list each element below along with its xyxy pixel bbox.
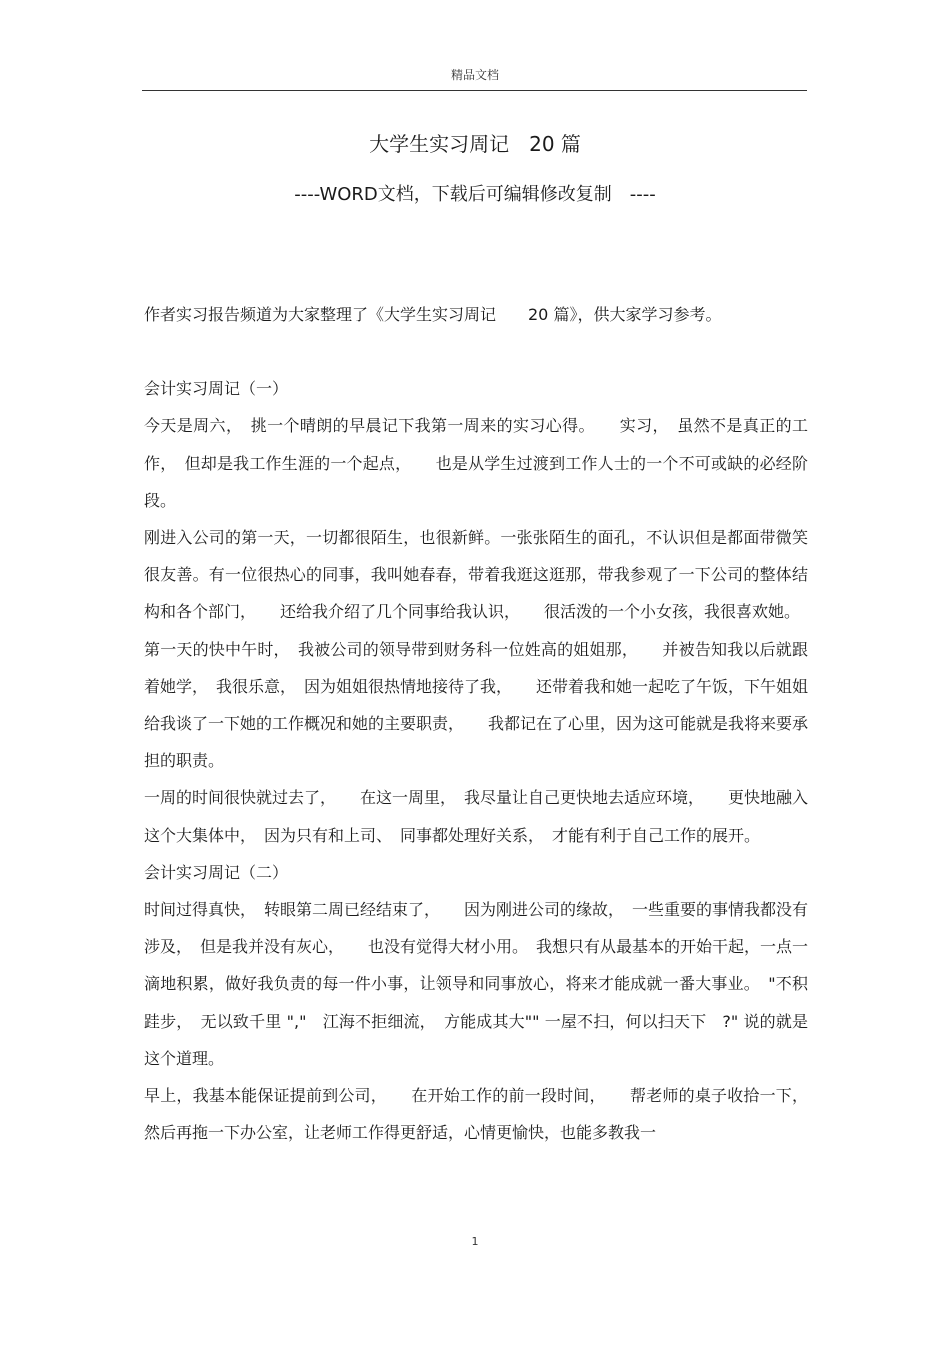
body-paragraph: 刚进入公司的第一天，一切都很陌生，也很新鲜。一张张陌生的面孔，不认识但是都面带微笑很友善。有一位很热心的同事，我叫她春春，带着我逛这逛那，带我参观了一下公司的整体结构和各个部门， 还给我介绍了几个同事给我认识， 很活泼的一个小女孩，我很喜欢她。 bbox=[144, 528, 808, 622]
document-title: 大学生实习周记 20 篇 bbox=[369, 132, 581, 156]
body-paragraph: 时间过得真快， 转眼第二周已经结束了， 因为刚进公司的缘故， 一些重要的事情我都没有涉及， 但是我并没有灰心， 也没有觉得大材小用。 我想只有从最基本的开始干起，一点一滴地积累，做好我负责的每一件小事，让领导和同事放心，将来才能成就一番大事业。 "不积跬步， 无以致千里 "," 江海不拒细流， 方能成其大"" 一屋不扫，何以扫天下 ?" 说的就是这个道理。 bbox=[144, 900, 809, 1068]
body-paragraph: 第一天的快中午时， 我被公司的领导带到财务科一位姓高的姐姐那， 并被告知我以后就跟着她学， 我很乐意， 因为姐姐很热情地接待了我， 还带着我和她一起吃了午饭，下午姐姐给我谈了一下她的工作概况和她的主要职责， 我都记在了心里，因为这可能就是我将来要承担的职责。 bbox=[144, 639, 809, 771]
page-header-label: 精品文档 bbox=[450, 68, 499, 82]
intro-paragraph: 作者实习报告频道为大家整理了《大学生实习周记 20 篇》，供大家学习参考。 bbox=[144, 305, 722, 324]
section-heading: 会计实习周记（一） bbox=[144, 379, 289, 399]
body-paragraph: 今天是周六， 挑一个晴朗的早晨记下我第一周来的实习心得。 实习， 虽然不是真正的工作， 但却是我工作生涯的一个起点， 也是从学生过渡到工作人士的一个不可或缺的必经阶段。 bbox=[144, 416, 808, 510]
page-number: 1 bbox=[471, 1235, 479, 1248]
body-paragraph: 一周的时间很快就过去了， 在这一周里， 我尽量让自己更快地去适应环境， 更快地融入这个大集体中， 因为只有和上司、 同事都处理好关系， 才能有利于自己工作的展开。 bbox=[144, 788, 809, 845]
section-heading: 会计实习周记（二） bbox=[144, 862, 289, 882]
body-paragraph: 早上，我基本能保证提前到公司， 在开始工作的前一段时间， 帮老师的桌子收拾一下，然后再拖一下办公室，让老师工作得更舒适，心情更愉快，也能多教我一 bbox=[144, 1086, 808, 1143]
document-body bbox=[144, 296, 808, 1151]
header-divider bbox=[142, 90, 807, 91]
document-subtitle: ----WORD文档，下载后可编辑修改复制 ---- bbox=[294, 184, 656, 205]
